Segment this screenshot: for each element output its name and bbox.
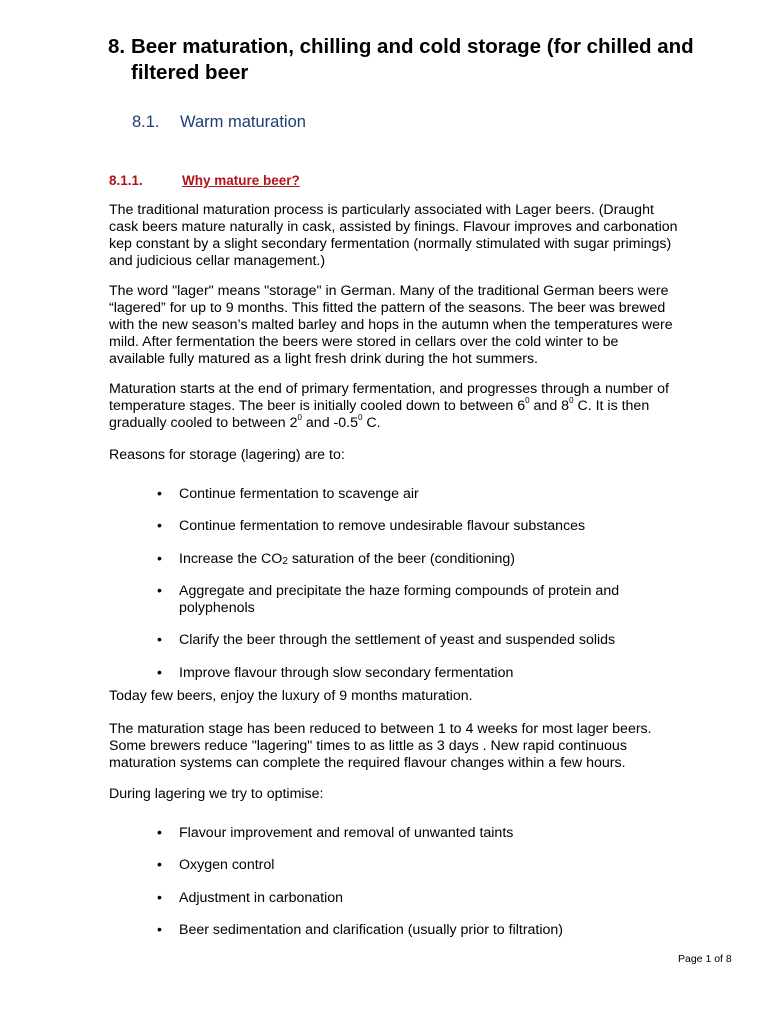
- subsubsection-number: 8.1.1.: [109, 173, 143, 188]
- text-line: “lagered” for up to 9 months. This fitted the pattern of the seasons. The beer was brewed: [109, 300, 666, 316]
- bullet-icon: •: [157, 857, 162, 873]
- list-item-optimise: • Adjustment in carbonation: [157, 890, 344, 906]
- subsection-title: Warm maturation: [180, 113, 306, 131]
- bullet-icon: •: [157, 518, 162, 534]
- list-item-optimise: • Flavour improvement and removal of unwanted taints: [157, 825, 514, 841]
- bullet-icon: •: [157, 486, 162, 502]
- subsection-heading: [132, 113, 306, 132]
- subsubsection-heading: [109, 173, 300, 188]
- text-line: temperature stages. The beer is initially cooled down to between $6^0$ and $8^0$ C. It is then: [109, 396, 650, 414]
- bullet-icon: •: [157, 825, 162, 841]
- text-line: maturation systems can complete the required flavour changes within a few hours.: [109, 755, 626, 771]
- list-item-reason: • Clarify the beer through the settlement of yeast and suspended solids: [157, 632, 616, 648]
- list-item-optimise: • Oxygen control: [157, 857, 275, 873]
- text-line: available fully matured as a light fresh drink during the hot summers.: [109, 351, 538, 367]
- bullet-icon: •: [157, 583, 162, 599]
- bullet-icon: •: [157, 922, 162, 938]
- list-item-reason: • Improve flavour through slow secondary fermentation: [157, 665, 514, 681]
- text-line: kep constant by a slight secondary fermentation (normally stimulated with sugar primings): [109, 236, 672, 252]
- paragraph-temperature-stages: [109, 381, 743, 432]
- bullet-icon: •: [157, 632, 162, 648]
- text-line: mild. After fermentation the beers were stored in cellars over the cold winter to be: [109, 334, 619, 350]
- paragraph-reasons-intro: Reasons for storage (lagering) are to:: [109, 447, 345, 463]
- section-heading: [108, 34, 748, 86]
- text-line: The word "lager" means "storage" in German. Many of the traditional German beers were: [109, 283, 669, 299]
- subsection-number: 8.1.: [132, 113, 160, 131]
- text-line: gradually cooled to between $2^0$ and $-0.5^0$ C.: [109, 413, 381, 431]
- section-title: Beer maturation, chilling and cold storage (for chilled and filtered beer: [131, 35, 694, 84]
- paragraph-lager-meaning: [109, 283, 743, 368]
- list-item-reason: • Continue fermentation to remove undesirable flavour substances: [157, 518, 586, 534]
- list-item-reason: • Aggregate and precipitate the haze forming compounds of protein and polyphenols: [157, 583, 620, 616]
- section-number: 8.: [108, 35, 126, 58]
- page-number: Page 1 of 8: [678, 953, 732, 965]
- bullet-icon: •: [157, 551, 162, 567]
- text-line: with the new season’s malted barley and hops in the autumn when the temperatures were: [109, 317, 673, 333]
- text-line: Some brewers reduce "lagering" times to as little as 3 days . New rapid continuous: [109, 738, 627, 754]
- text-line: The traditional maturation process is particularly associated with Lager beers. (Draught: [109, 202, 654, 218]
- text-line: and judicious cellar management.): [109, 253, 326, 269]
- text-line: The maturation stage has been reduced to between 1 to 4 weeks for most lager beers.: [109, 721, 652, 737]
- paragraph-reduced-stage: [109, 721, 743, 772]
- list-item-reason: • Increase the $CO_2$ saturation of the beer (conditioning): [157, 551, 516, 567]
- paragraph-optimise-intro: During lagering we try to optimise:: [109, 786, 324, 802]
- subsubsection-title: Why mature beer?: [182, 173, 300, 188]
- bullet-icon: •: [157, 890, 162, 906]
- text-line: Maturation starts at the end of primary fermentation, and progresses through a number of: [109, 381, 669, 397]
- bullet-icon: •: [157, 665, 162, 681]
- list-item-optimise: • Beer sedimentation and clarification (usually prior to filtration): [157, 922, 564, 938]
- text-line: cask beers mature naturally in cask, assisted by finings. Flavour improves and carbonation: [109, 219, 678, 235]
- paragraph-traditional-maturation: [109, 202, 743, 270]
- list-item-reason: • Continue fermentation to scavenge air: [157, 486, 419, 502]
- paragraph-today: Today few beers, enjoy the luxury of 9 months maturation.: [109, 688, 473, 704]
